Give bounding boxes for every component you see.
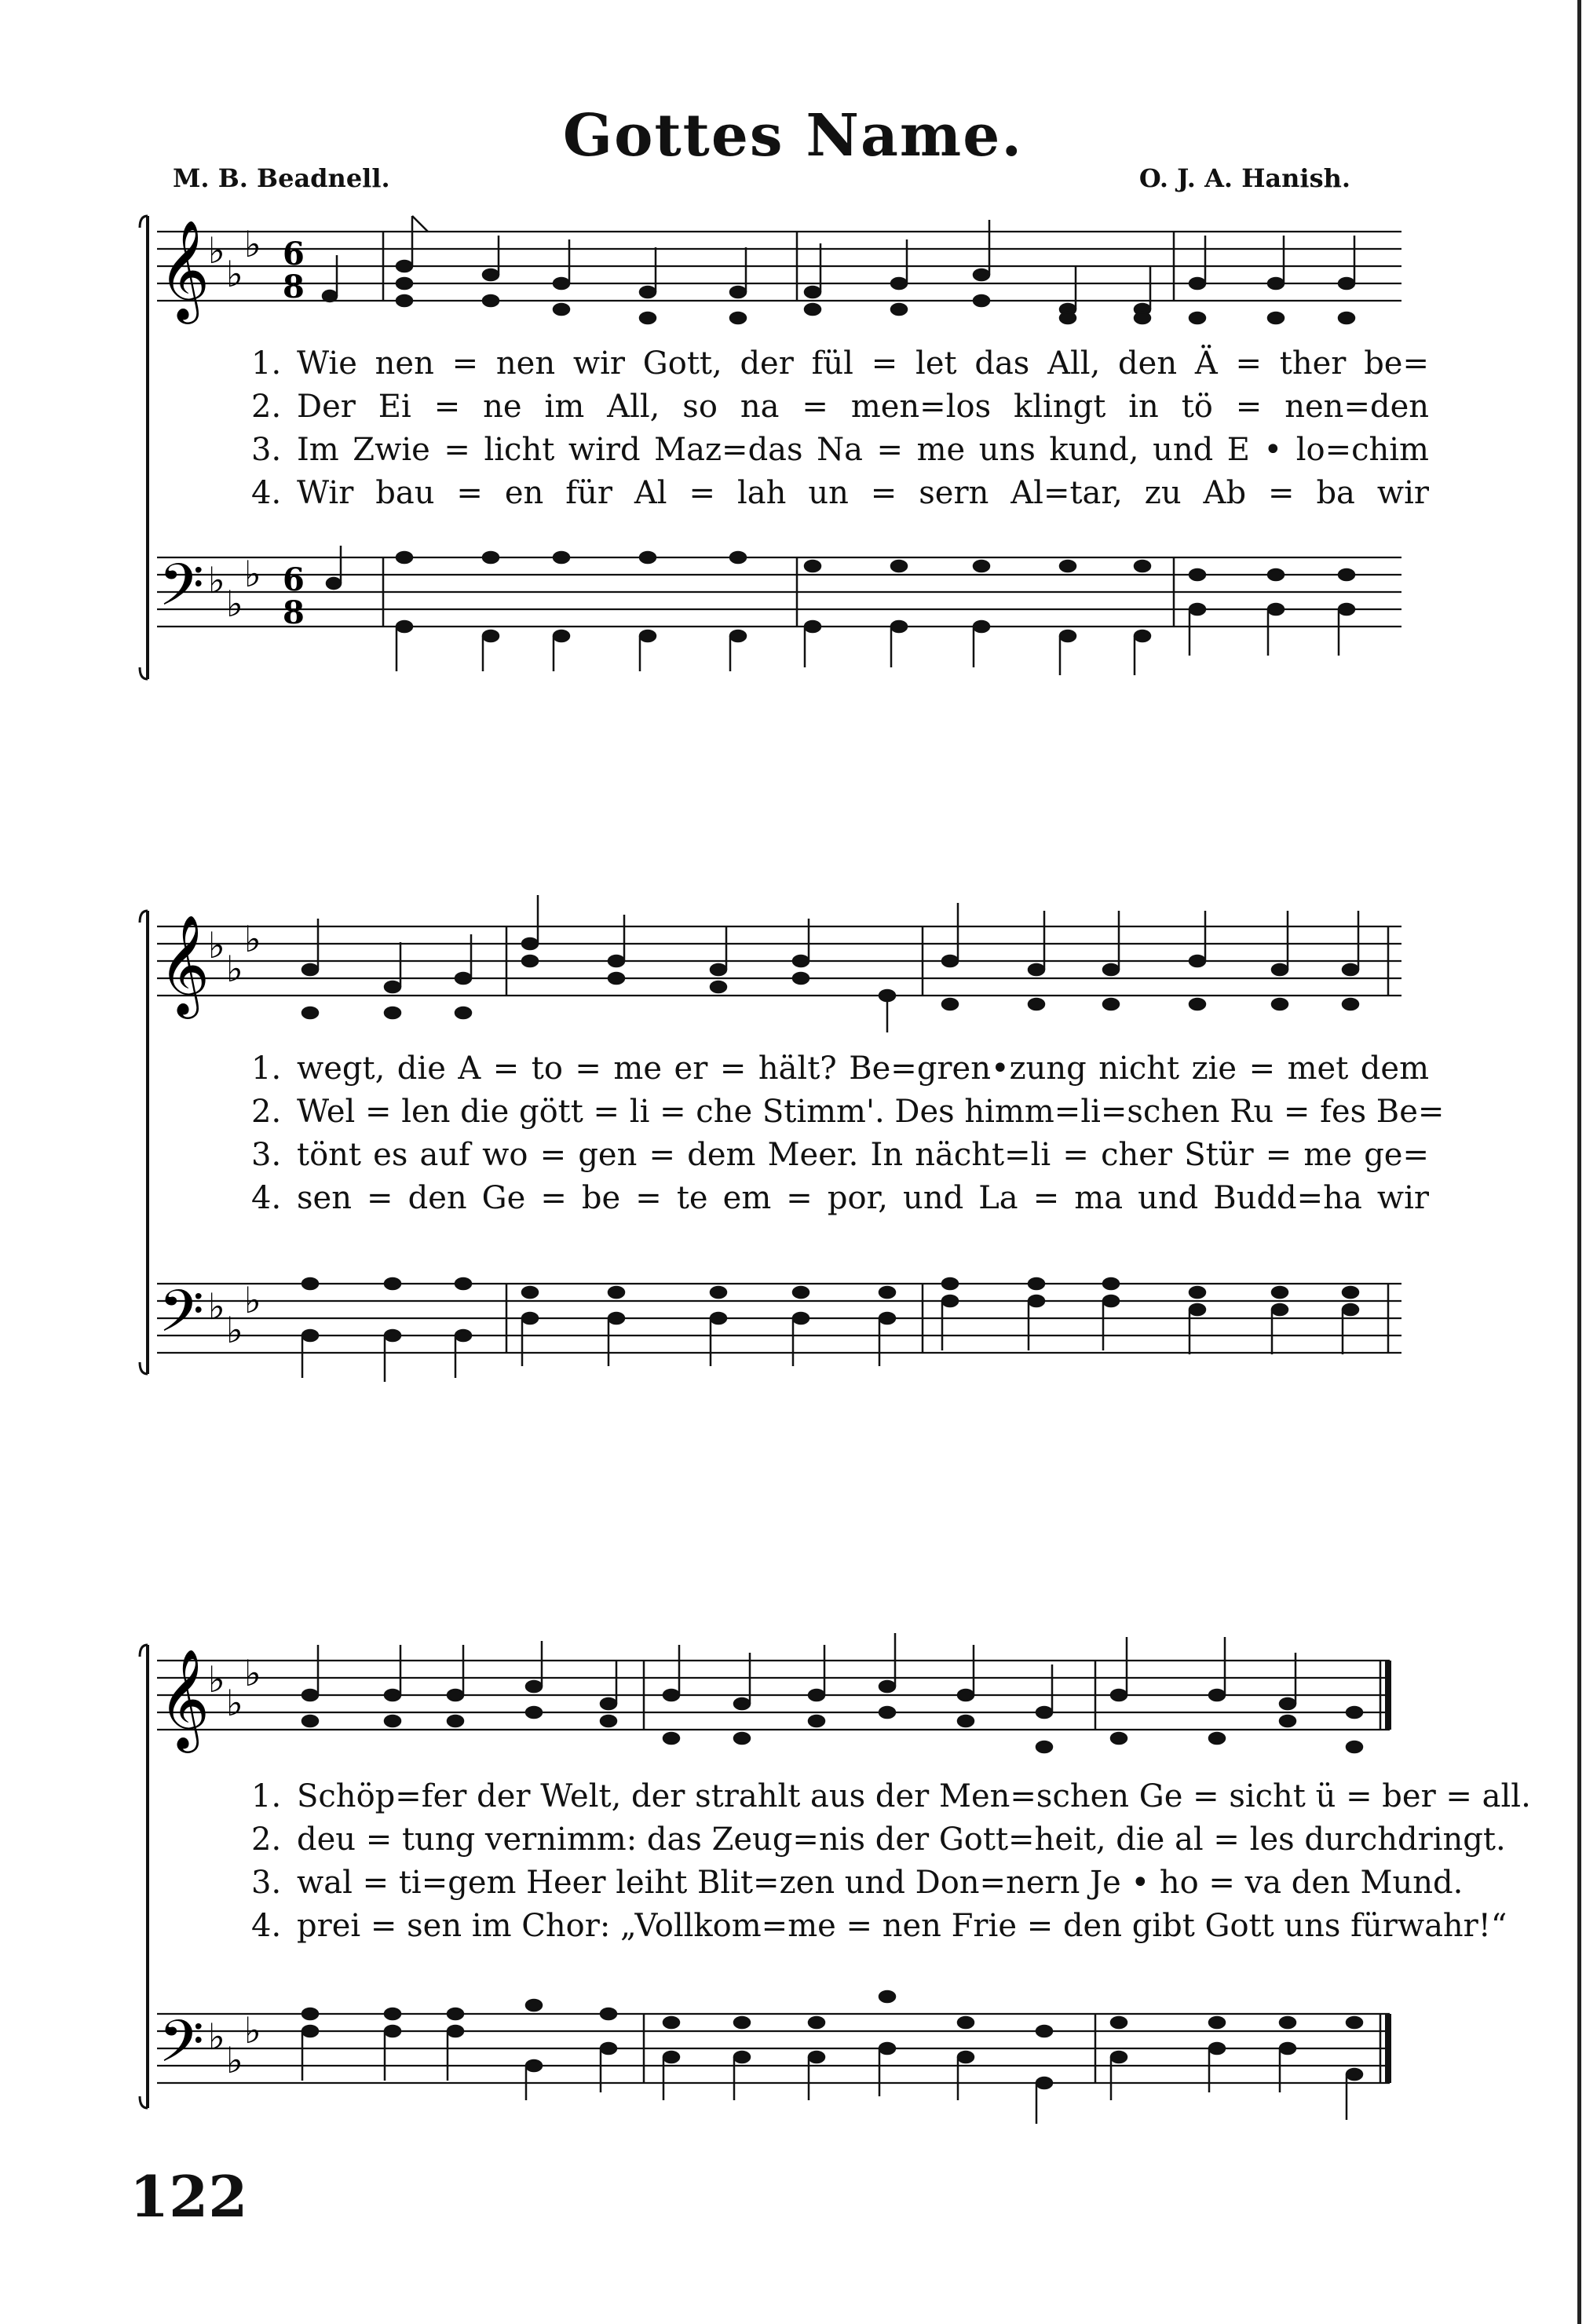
lyric-line: 3. wal = ti=gem Heer leiht Blit=zen und Don=nern Je • ho = va den Mund. xyxy=(251,1865,1464,1901)
arranger-credit: O. J. A. Hanish. xyxy=(1138,163,1350,193)
lyric-line: 1. Wie nen = nen wir Gott, der fül = let das All, den Ä = ther be= xyxy=(251,345,1429,382)
svg-text:♭: ♭ xyxy=(208,2015,225,2058)
svg-text:♭: ♭ xyxy=(244,1652,261,1694)
lyric-line: 1. Schöp=fer der Welt, der strahlt aus der Men=schen Ge = sicht ü = ber = all. xyxy=(251,1778,1531,1814)
svg-text:6: 6 xyxy=(283,236,305,272)
svg-text:♭: ♭ xyxy=(208,1285,225,1328)
svg-text:𝄢: 𝄢 xyxy=(159,551,204,634)
svg-text:6: 6 xyxy=(283,561,305,598)
lyric-line: 4. prei = sen im Chor: „Vollkom=me = nen Frie = den gibt Gott uns fürwahr!“ xyxy=(251,1908,1507,1944)
svg-text:♭: ♭ xyxy=(244,918,261,960)
svg-text:𝄢: 𝄢 xyxy=(159,2008,204,2090)
svg-text:♭: ♭ xyxy=(244,553,261,595)
svg-text:♭: ♭ xyxy=(208,924,225,967)
svg-text:♭: ♭ xyxy=(244,1279,261,1321)
svg-text:♭: ♭ xyxy=(226,948,243,990)
svg-text:♭: ♭ xyxy=(226,253,243,295)
svg-text:𝄢: 𝄢 xyxy=(159,1277,204,1360)
lyric-line: 3. tönt es auf wo = gen = dem Meer. In nächt=li = cher Stür = me ge= xyxy=(251,1137,1429,1173)
lyric-line: 2. Wel = len die gött = li = che Stimm'. Des himm=li=schen Ru = fes Be= xyxy=(251,1094,1445,1130)
svg-text:8: 8 xyxy=(283,594,305,631)
svg-text:𝄞: 𝄞 xyxy=(159,219,210,320)
svg-text:𝄞: 𝄞 xyxy=(159,1648,210,1748)
svg-text:♭: ♭ xyxy=(208,559,225,601)
svg-text:♭: ♭ xyxy=(226,2039,243,2081)
svg-text:♭: ♭ xyxy=(208,1658,225,1701)
svg-text:♭: ♭ xyxy=(244,223,261,265)
music-system-3 xyxy=(133,1629,1531,2132)
lyric-line: 2. deu = tung vernimm: das Zeug=nis der Gott=heit, die al = les durchdringt. xyxy=(251,1822,1506,1858)
song-title: Gottes Name. xyxy=(562,102,1024,170)
music-system-2 xyxy=(133,895,1445,1398)
lyric-line: 3. Im Zwie = licht wird Maz=das Na = me uns kund, und E • lo=chim xyxy=(251,432,1429,468)
svg-text:♭: ♭ xyxy=(244,2009,261,2052)
lyric-line: 1. wegt, die A = to = me er = hält? Be=gren•zung nicht zie = met dem xyxy=(251,1051,1429,1087)
svg-text:♭: ♭ xyxy=(226,1682,243,1724)
lyric-line: 2. Der Ei = ne im All, so na = men=los klingt in tö = nen=den xyxy=(251,389,1429,425)
page-edge xyxy=(1577,0,1581,2324)
svg-text:𝄞: 𝄞 xyxy=(159,914,210,1014)
lyric-line: 4. Wir bau = en für Al = lah un = sern Al=tar, zu Ab = ba wir xyxy=(251,475,1429,511)
lyric-line: 4. sen = den Ge = be = te em = por, und La = ma und Budd=ha wir xyxy=(251,1180,1429,1216)
music-system-1 xyxy=(133,200,1429,703)
page-number: 122 xyxy=(130,2163,248,2230)
svg-text:8: 8 xyxy=(283,269,305,305)
svg-text:♭: ♭ xyxy=(226,1309,243,1351)
svg-text:♭: ♭ xyxy=(226,583,243,625)
composer-credit: M. B. Beadnell. xyxy=(173,163,390,193)
svg-text:♭: ♭ xyxy=(208,229,225,272)
